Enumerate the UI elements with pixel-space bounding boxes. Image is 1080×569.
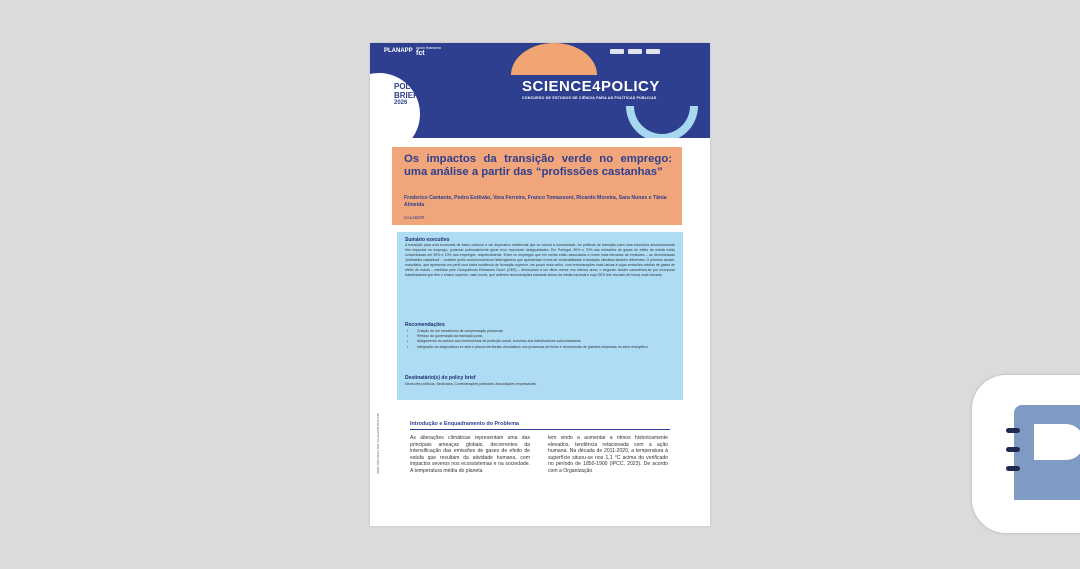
binder-ring [1006,447,1020,452]
orange-semicircle-decoration [511,43,597,75]
policy-brief-document [370,43,710,526]
document-title: Os impactos da transição verde no emprego: uma análise a partir das “profissões castanhas” [404,153,672,178]
binder-ring [1006,428,1020,433]
fct-logo: fct [416,50,425,57]
executive-summary-box [397,232,683,400]
list-item: • Reforço da governação da transição justa; [405,334,675,339]
science4policy-logo: SCIENCE4POLICY [522,78,660,95]
recipients-text: Decisores políticos; Sindicatos; Confederações patronais; Associações empresariais. [405,382,537,386]
blue-arc-decoration [626,106,698,138]
recommendations-heading: Recomendações [405,322,445,328]
list-item: • Alargamento do acesso aos instrumentos de proteção social, incluindo aos trabalhadores subcontratados; [405,339,675,344]
organization: CoLABOR [404,215,425,220]
recommendations-list [405,329,675,350]
policy-brief-label: POLICY BRIEF [394,82,424,100]
document-header [370,43,710,138]
body-column-2: tem vindo a aumentar a ritmos historicamente elevados, tendência relacionada com a ação humana. Na década de 2011-2020, a temperatura à superfície situou-se nos 1,1 °C acima do verificado no período de 1850-1900 (IPCC, 2023). De acordo com a Organização [548,435,668,474]
recipients-heading: Destinatário(s) do policy brief [405,375,476,381]
policy-brief-year: 2026 [394,100,408,106]
title-box [392,147,682,225]
notebook-letter-cutout [1034,424,1080,460]
summary-text: A transição para uma economia de baixo carbono é um imperativo existencial que se coloca à humanidade. As políticas de transição para uma economia descarbonizada têm impactos no emprego, podendo potencialmente gerar e/ou reproduzir desigualdades. Em Portugal, 80% e 70% das emissões de gases de efeito de estufa estão concentradas em 30% e 10% dos empregos, respetivamente. Entre os empregos que em média estão associados a níveis mais elevados de emissões – as denominadas “profissões castanhas” – existem perfis socioeconómicos heterogéneos que apresentam níveis de vulnerabilidade à transição climática também diferentes. O primeiro cluster, maioritário, que apresenta um perfil com baixa incidência de formação superior, um pouco mais velho, com remunerações mais baixas e cujas emissões médias de gases de efeito de estufa – medidas pelo Occupational Emissions Score (OES) – diminuíram a um ritmo menor nos últimos anos; o segundo cluster caracteriza-se por incorporar trabalhadores que têm o ensino superior, mais novos, que auferem remunerações bastante acima da média nacional e cujo OES tem recuado de forma mais vincada. [405,243,675,278]
partner-logos [610,49,660,54]
support-label: Apoio financeiro [416,46,442,50]
side-code: ISSN 2184-0393 | DOI: 10.xxxx/PB.2026.S4P [376,413,380,474]
binder-ring [1006,466,1020,471]
summary-heading: Sumário executivo [405,237,450,243]
planapp-logo: PLANAPP [384,48,413,54]
body-column-1: As alterações climáticas representam uma das principais ameaças globais, decorrentes da intensificação das emissões de gases de efeito de estufa que resultam da atividade humana, com impactos severos nos ecossistemas e na sociedade. A temperatura média do planeta [410,435,530,474]
list-item: • Integração de diagnósticos ex ante e planos territoriais vinculativos nos processos de fecho e reconversão de grandes empresas do setor energético [405,345,675,350]
divider [410,429,670,430]
science4policy-subtitle: CONCURSO DE ESTUDOS DE CIÊNCIA PARA AS POLÍTICAS PÚBLICAS [522,96,657,100]
authors: Frederico Cantante, Pedro Estêvão, Vera Ferreira, Franco Tomassoni, Ricardo Moreira, Sara Nunes e Tânia Almeida [404,195,667,208]
intro-heading: Introdução e Enquadramento do Problema [410,421,520,427]
list-item: • Criação de um mecanismo de compensação plurianual; [405,329,675,334]
